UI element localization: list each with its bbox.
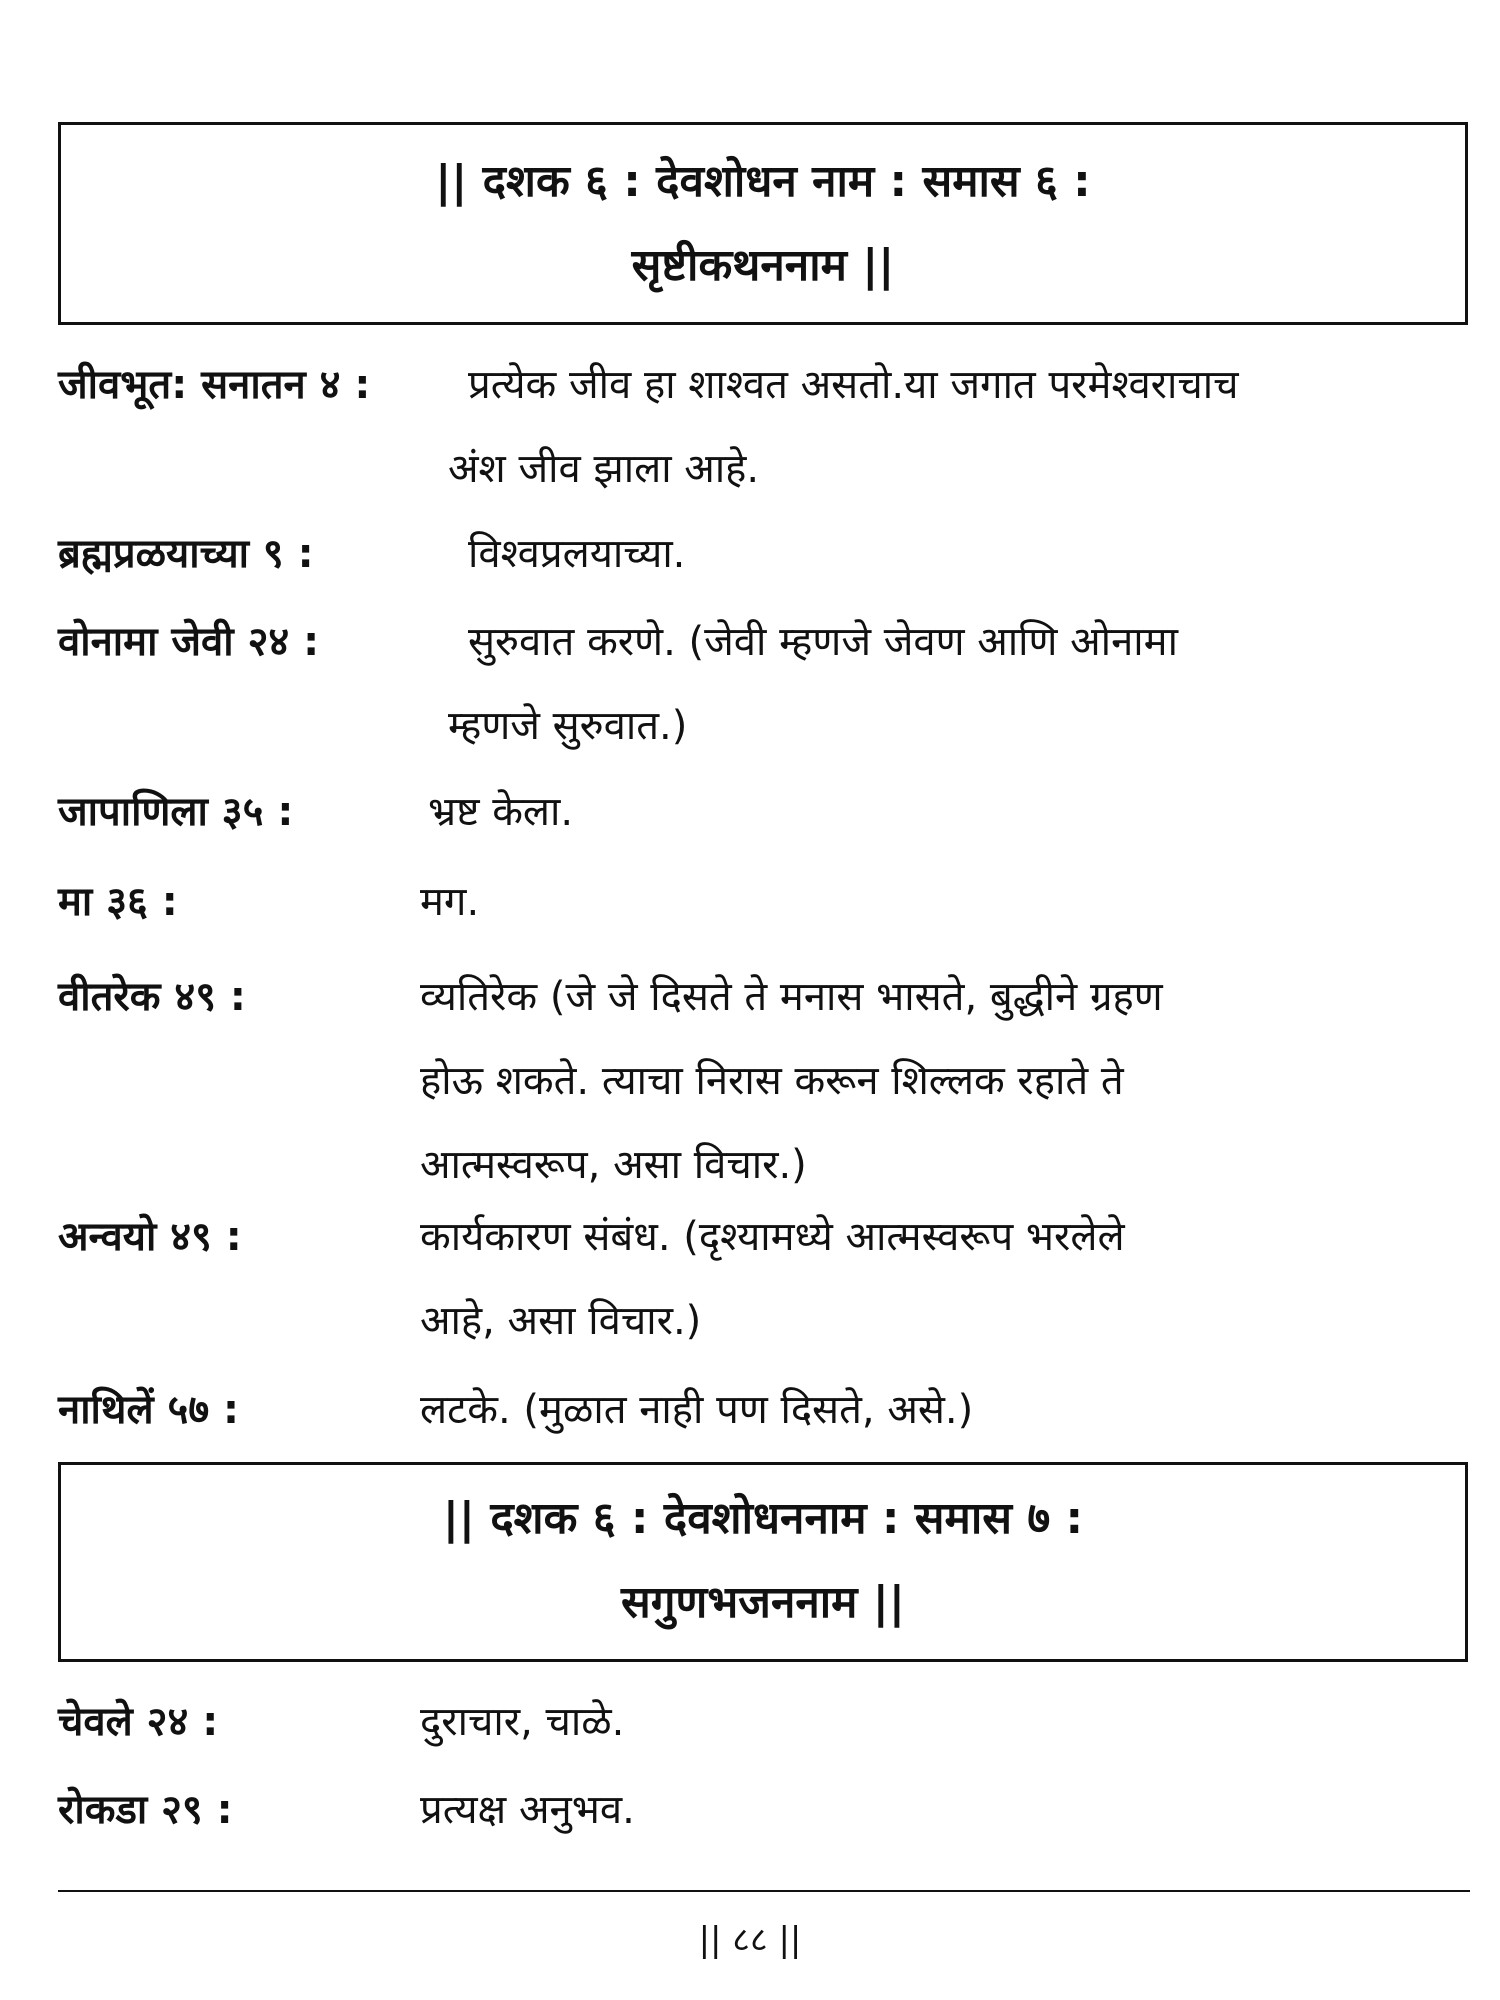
definition-line: प्रत्येक जीव हा शाश्वत असतो.या जगात परमेश्वराचाच [468, 362, 1239, 408]
section-heading-box [58, 122, 1468, 325]
glossary-term: नाथिलें ५७ : [58, 1387, 240, 1433]
glossary-term: अन्वयो ४९ : [58, 1214, 242, 1260]
glossary-definition [420, 1680, 1470, 1764]
definition-line: म्हणजे सुरुवात.) [448, 703, 688, 749]
definition-line: आत्मस्वरूप, असा विचार.) [420, 1142, 807, 1188]
section-heading-box [58, 1462, 1468, 1662]
glossary-term: जापाणिला ३५ : [58, 789, 294, 835]
glossary-term: रोकडा २९ : [58, 1787, 233, 1833]
definition-line: प्रत्यक्ष अनुभव. [420, 1787, 635, 1833]
glossary-term: वोनामा जेवी २४ : [58, 619, 320, 665]
definition-line: आहे, असा विचार.) [420, 1298, 702, 1344]
glossary-definition [420, 860, 1470, 944]
glossary-term: जीवभूत: सनातन ४ : [58, 362, 371, 408]
glossary-term: चेवले २४ : [58, 1699, 219, 1745]
glossary-definition [420, 1195, 1470, 1363]
glossary-term: वीतरेक ४९ : [58, 974, 246, 1020]
section-heading-line: || दशक ६ : देवशोधन नाम : समास ६ : [435, 156, 1091, 207]
definition-line: अंश जीव झाला आहे. [448, 446, 760, 492]
definition-line: मग. [420, 879, 480, 925]
footer-divider [58, 1890, 1470, 1892]
definition-line: सुरुवात करणे. (जेवी म्हणजे जेवण आणि ओनामा [468, 619, 1178, 665]
definition-line: होऊ शकते. त्याचा निरास करून शिल्लक रहाते ते [420, 1058, 1124, 1104]
glossary-definition [468, 512, 1470, 596]
glossary-definition [448, 343, 1470, 511]
glossary-definition [420, 1768, 1470, 1852]
glossary-definition [420, 1368, 1470, 1452]
definition-line: कार्यकारण संबंध. (दृश्यामध्ये आत्मस्वरूप भरलेले [420, 1214, 1125, 1260]
section-heading-line: सगुणभजननाम || [621, 1577, 905, 1628]
definition-line: व्यतिरेक (जे जे दिसते ते मनास भासते, बुद्धीने ग्रहण [420, 974, 1163, 1020]
glossary-term: ब्रह्मप्रळयाच्या ९ : [58, 531, 314, 577]
glossary-definition [420, 955, 1470, 1207]
definition-line: विश्वप्रलयाच्या. [468, 531, 686, 577]
definition-line: दुराचार, चाळे. [420, 1699, 625, 1745]
glossary-definition [428, 770, 1470, 854]
section-heading-line: || दशक ६ : देवशोधननाम : समास ७ : [442, 1493, 1084, 1544]
section-heading-line: सृष्टीकथननाम || [631, 240, 895, 291]
definition-line: भ्रष्ट केला. [428, 789, 574, 835]
glossary-term: मा ३६ : [58, 879, 178, 925]
page-number: || ८८ || [698, 1920, 802, 1960]
glossary-definition [448, 600, 1470, 768]
definition-line: लटके. (मुळात नाही पण दिसते, असे.) [420, 1387, 974, 1433]
